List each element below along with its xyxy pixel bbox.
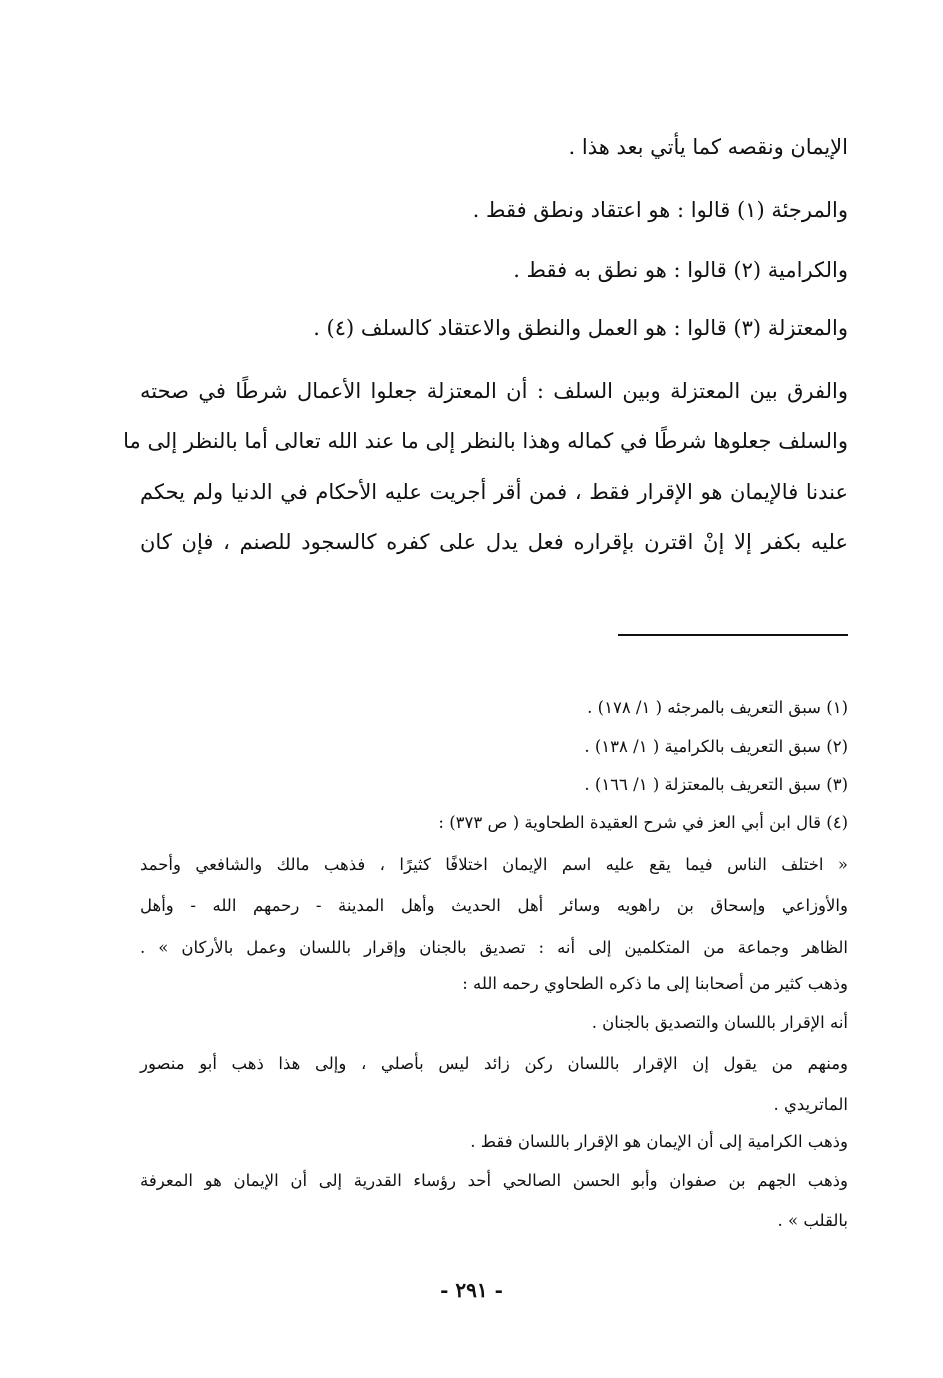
footnote-separator <box>618 634 848 636</box>
text-line: والكرامية (٢) قالوا : هو نطق به فقط . <box>513 258 848 282</box>
text-line: والمرجئة (١) قالوا : هو اعتقاد ونطق فقط . <box>472 198 848 222</box>
footnote-line: بالقلب » . <box>777 1211 848 1230</box>
text-line: والسلف جعلوها شرطًا في كماله وهذا بالنظر إلى ما عند الله تعالى أما بالنظر إلى ما <box>123 429 848 453</box>
footnote-line: وذهب كثير من أصحابنا إلى ما ذكره الطحاوي رحمه الله : <box>462 974 848 993</box>
footnote-line: وذهب الكرامية إلى أن الإيمان هو الإقرار باللسان فقط . <box>470 1132 848 1151</box>
text-line: عندنا فالإيمان هو الإقرار فقط ، فمن أقر أجريت عليه الأحكام في الدنيا ولم يحكم <box>140 480 848 504</box>
footnote-line: ومنهم من يقول إن الإقرار باللسان ركن زائد ليس بأصلي ، وإلى هذا ذهب أبو منصور <box>140 1054 848 1073</box>
page-number: - ٢٩١ - <box>440 1278 503 1302</box>
footnote-line: الماتريدي . <box>773 1095 848 1114</box>
footnote-line: الظاهر وجماعة من المتكلمين إلى أنه : تصديق بالجنان وإقرار باللسان وعمل بالأركان » . <box>140 938 848 957</box>
footnote-line: (٢) سبق التعريف بالكرامية ( ١/ ١٣٨) . <box>584 737 848 756</box>
footnote-line: أنه الإقرار باللسان والتصديق بالجنان . <box>591 1013 848 1032</box>
footnote-line: (١) سبق التعريف بالمرجئه ( ١/ ١٧٨) . <box>587 698 848 717</box>
text-line: الإيمان ونقصه كما يأتي بعد هذا . <box>568 135 848 159</box>
footnote-line: والأوزاعي وإسحاق بن راهويه وسائر أهل الحديث وأهل المدينة - رحمهم الله - وأهل <box>140 896 848 915</box>
footnote-line: وذهب الجهم بن صفوان وأبو الحسن الصالحي أحد رؤساء القدرية إلى أن الإيمان هو المعرفة <box>140 1171 848 1190</box>
text-line: والفرق بين المعتزلة وبين السلف : أن المعتزلة جعلوا الأعمال شرطًا في صحته <box>140 379 848 403</box>
footnote-line: (٤) قال ابن أبي العز في شرح العقيدة الطحاوية ( ص ٣٧٣) : <box>438 813 848 832</box>
footnote-line: (٣) سبق التعريف بالمعتزلة ( ١/ ١٦٦) . <box>584 775 848 794</box>
text-line: والمعتزلة (٣) قالوا : هو العمل والنطق والاعتقاد كالسلف (٤) . <box>313 316 848 340</box>
footnote-line: « اختلف الناس فيما يقع عليه اسم الإيمان اختلافًا كثيرًا ، فذهب مالك والشافعي وأحمد <box>140 855 848 874</box>
text-line: عليه بكفر إلا إنْ اقترن بإقراره فعل يدل على كفره كالسجود للصنم ، فإن كان <box>140 530 848 554</box>
